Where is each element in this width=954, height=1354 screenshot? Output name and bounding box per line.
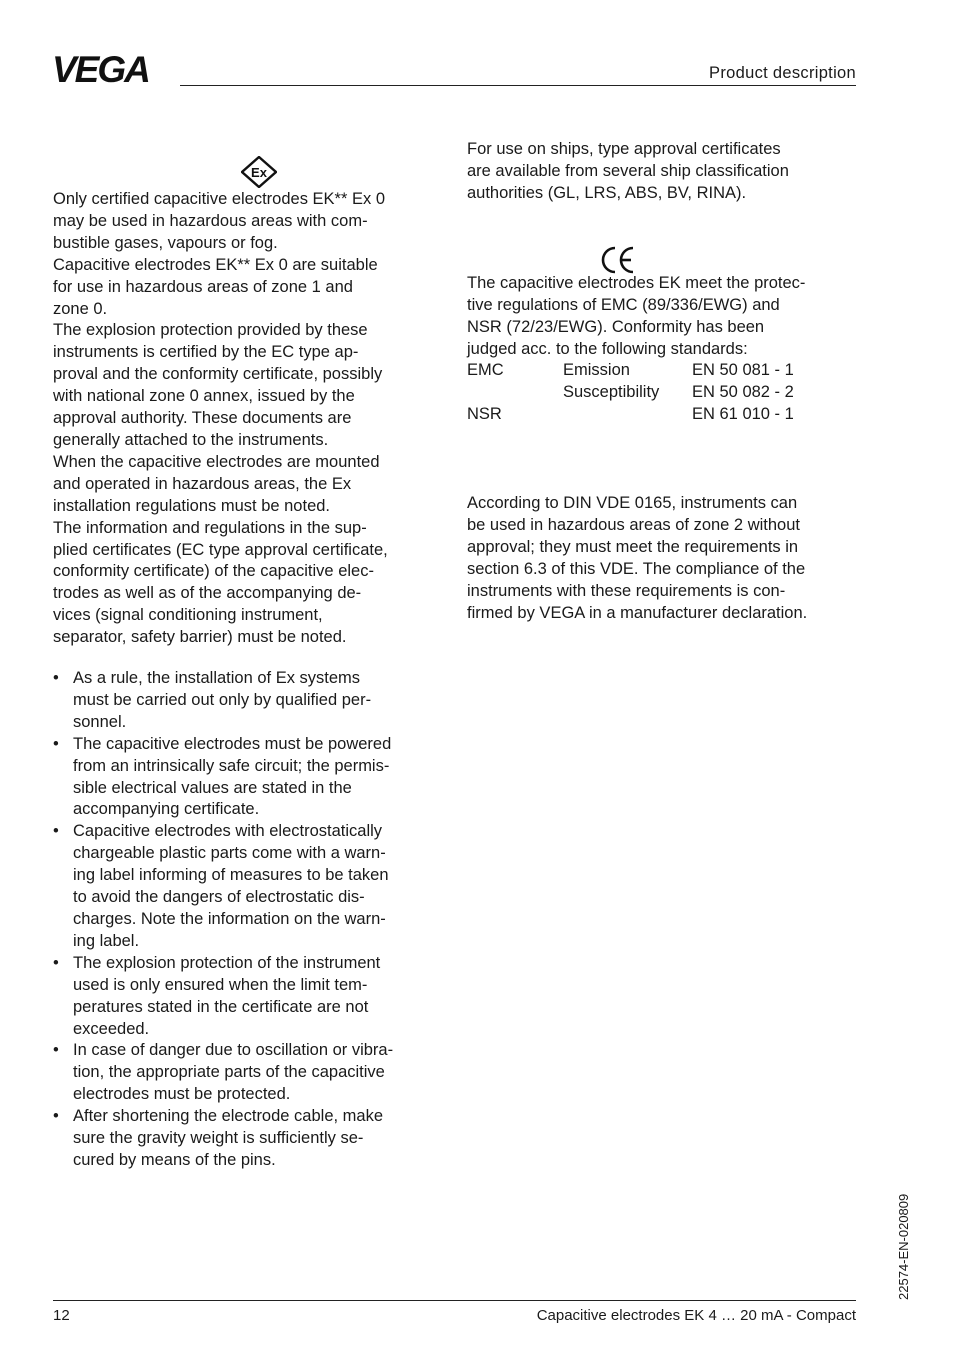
ships-text-block xyxy=(467,139,859,205)
header-rule xyxy=(180,85,856,86)
list-item xyxy=(53,821,445,952)
paragraph-zones: Capacitive electrodes EK** Ex 0 are suitable for use in hazardous areas of zone 1 and zone 0. xyxy=(53,255,378,318)
ce-mark-icon xyxy=(600,244,636,276)
safety-bullet-list xyxy=(53,668,445,1172)
paragraph-mounting: When the capacitive electrodes are mounted and operated in hazardous areas, the Ex installation regulations must be noted. xyxy=(53,452,380,515)
list-item xyxy=(53,1040,445,1106)
table-cell: NSR xyxy=(467,404,502,423)
bullet-text: Capacitive electrodes with electrostatically chargeable plastic parts come with a warn- ing label informing of measures to be taken to avoid the dangers of electrostatic dis- charges. Note the information on the warn- ing label. xyxy=(73,822,389,950)
list-item xyxy=(53,668,445,734)
table-cell: EN 50 081 - 1 xyxy=(692,361,794,379)
svg-text:Ex: Ex xyxy=(251,165,267,180)
paragraph-regulations: The information and regulations in the sup- plied certificates (EC type approval certificate, conformity certificate) of the capacitive elec- trodes as well as of the accompanying de- vices (signal conditioning instrument, separator, safety barrier) must be noted. xyxy=(53,518,388,647)
left-column-text xyxy=(53,189,445,649)
bullet-glyph: • xyxy=(53,953,59,972)
bullet-glyph: • xyxy=(53,822,59,841)
zone2-text-block xyxy=(467,493,859,624)
table-cell: EN 61 010 - 1 xyxy=(692,404,794,423)
paragraph-protection: The explosion protection provided by these instruments is certified by the EC type ap- proval and the conformity certificate, possibly with national zone 0 annex, issued by the approval authority. These documents are generally attached to the instruments. xyxy=(53,321,383,449)
table-cell xyxy=(563,404,692,426)
table-cell: Susceptibility xyxy=(563,382,660,401)
bullet-glyph: • xyxy=(53,734,59,753)
zone2-paragraph: According to DIN VDE 0165, instruments can be used in hazardous areas of zone 2 without approval; they must meet the requirements in section 6.3 of this VDE. The compliance of the instruments with these requirements is con- firmed by VEGA in a manufacturer declaration. xyxy=(467,494,808,622)
list-item xyxy=(53,734,445,822)
ex-explosion-protection-icon xyxy=(241,156,277,188)
footer-doc-title: Capacitive electrodes EK 4 … 20 mA - Compact xyxy=(536,1307,856,1324)
bullet-glyph: • xyxy=(53,669,59,687)
list-item xyxy=(53,953,445,1041)
document-code: 22574-EN-020809 xyxy=(896,1193,911,1300)
bullet-text: In case of danger due to oscillation or vibra- tion, the appropriate parts of the capacitive electrodes must be protected. xyxy=(73,1041,394,1104)
ships-paragraph: For use on ships, type approval certificates are available from several ship classification authorities (GL, LRS, ABS, BV, RINA). xyxy=(467,140,789,202)
vega-logo xyxy=(52,52,172,88)
standards-table xyxy=(467,360,794,426)
vega-logo-text: VEGA xyxy=(52,52,149,88)
ce-text-block xyxy=(467,273,859,361)
table-row xyxy=(467,382,794,404)
ce-paragraph: The capacitive electrodes EK meet the protec- tive regulations of EMC (89/336/EWG) and NSR (72/23/EWG). Conformity has been judged acc. to the following standards: xyxy=(467,274,806,358)
table-cell: EN 50 082 - 2 xyxy=(692,382,794,401)
bullet-glyph: • xyxy=(53,1107,59,1126)
bullet-text: After shortening the electrode cable, make sure the gravity weight is sufficiently se- cured by means of the pins. xyxy=(73,1107,384,1169)
footer-rule xyxy=(53,1300,856,1301)
list-item xyxy=(53,1106,445,1172)
bullet-glyph: • xyxy=(53,1041,59,1060)
table-cell: EMC xyxy=(467,361,504,379)
section-title: Product description xyxy=(709,64,856,82)
table-cell xyxy=(467,382,563,404)
bullet-text: The capacitive electrodes must be powered from an intrinsically safe circuit; the permis- sible electrical values are stated in the accompanying certificate. xyxy=(73,734,392,819)
bullet-text: The explosion protection of the instrument used is only ensured when the limit tem- peratures stated in the certificate are not exceeded. xyxy=(73,953,381,1038)
page-number: 12 xyxy=(53,1307,70,1324)
table-row xyxy=(467,404,794,426)
table-row xyxy=(467,360,794,382)
paragraph-certified: Only certified capacitive electrodes EK** Ex 0 may be used in hazardous areas with com- bustible gases, vapours or fog. xyxy=(53,190,385,252)
bullet-text: As a rule, the installation of Ex systems must be carried out only by qualified per- sonnel. xyxy=(73,669,372,731)
table-cell: Emission xyxy=(563,361,630,379)
